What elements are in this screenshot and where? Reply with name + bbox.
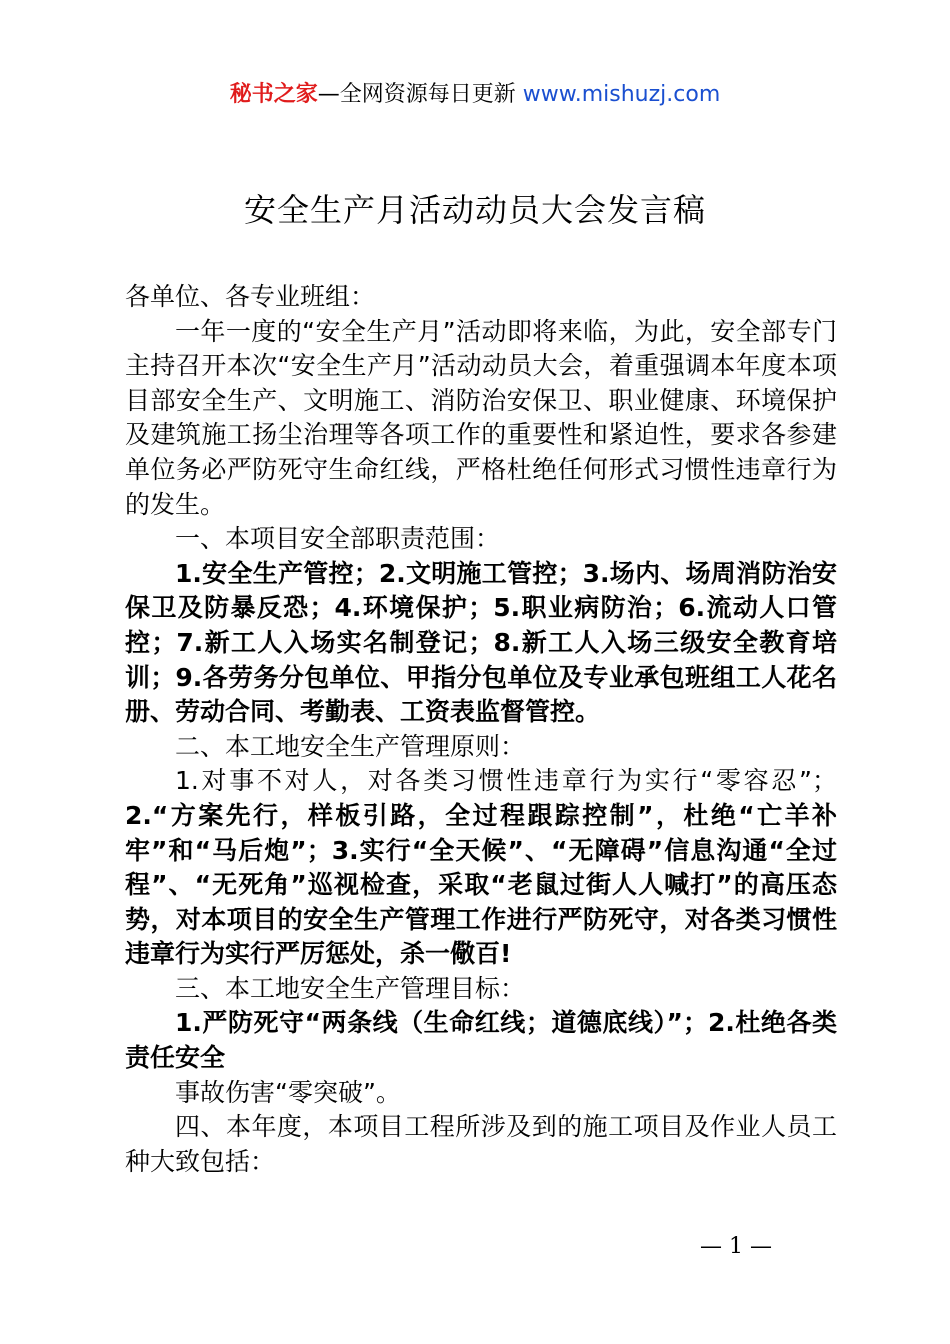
document-body — [125, 280, 837, 1179]
section2-paragraph — [125, 764, 837, 972]
salutation: 各单位、各专业班组： — [125, 282, 376, 311]
section3-heading: 三、本工地安全生产管理目标： — [175, 973, 526, 1003]
section3-bold: 1.严防死守“两条线（生命红线；道德底线）”；2.杜绝各类责任安全 — [125, 1008, 837, 1073]
section2-bold: 2.“方案先行，样板引路，全过程跟踪控制”，杜绝“亡羊补牢”和“马后炮”；3.实行“全天候”、“无障碍”信息沟通“全过程”、“无死角”巡视检查，采取“老鼠过街人人喊打”的高压态势，对本项目的安全生产管理工作进行严防死守，对各类习惯性违章行为实行严厉惩处，杀一儆百! — [125, 800, 837, 969]
site-url[interactable]: www.mishuzj.com — [522, 82, 721, 107]
site-brand: 秘书之家 — [229, 82, 318, 107]
document-title: 安全生产月活动动员大会发言稿 — [243, 191, 706, 229]
site-tagline: —全网资源每日更新 — [317, 82, 516, 107]
section1-heading: 一、本项目安全部职责范围： — [175, 524, 501, 554]
page-number: — 1 — — [700, 1234, 772, 1259]
site-header — [0, 80, 950, 110]
section4-heading: 四、本年度，本项目工程所涉及到的施工项目及作业人员工种大致包括： — [125, 1112, 837, 1176]
section2-plain: 1.对事不对人，对各类习惯性违章行为实行“零容忍”； — [175, 766, 837, 796]
section3-plain: 事故伤害“零突破”。 — [175, 1077, 401, 1107]
section2-heading: 二、本工地安全生产管理原则： — [175, 731, 526, 761]
section1-text: 1.安全生产管控；2.文明施工管控；3.场内、场周消防治安保卫及防暴反恐；4.环境保护；5.职业病防治；6.流动人口管控；7.新工人入场实名制登记；8.新工人入场三级安全教育培训；9.各劳务分包单位、甲指分包单位及专业承包班组工人花名册、劳动合同、考勤表、工资表监督管控。 — [125, 558, 837, 727]
intro-paragraph: 一年一度的“安全生产月”活动即将来临，为此，安全部专门主持召开本次“安全生产月”活动动员大会，着重强调本年度本项目部安全生产、文明施工、消防治安保卫、职业健康、环境保护及建筑施工扬尘治理等各项工作的重要性和紧迫性，要求各参建单位务必严防死守生命红线，严格杜绝任何形式习惯性违章行为的发生。 — [125, 316, 837, 519]
